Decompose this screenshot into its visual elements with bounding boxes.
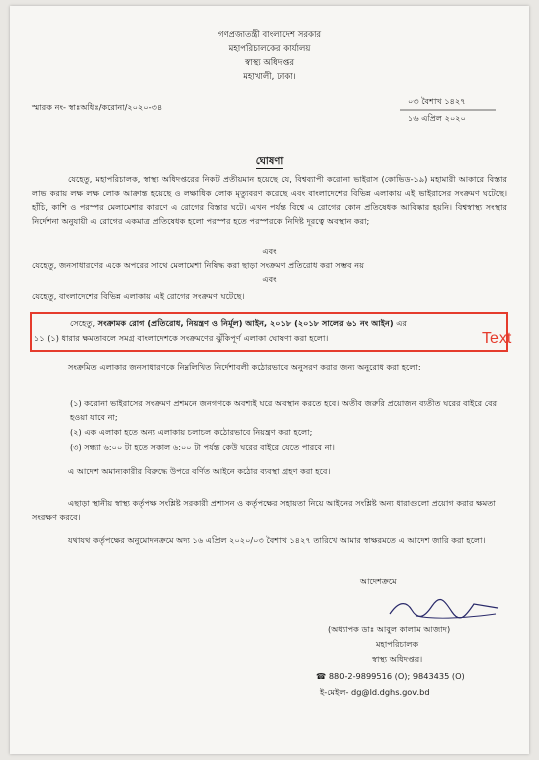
contact-email: ই-মেইল- dg@ld.dghs.gov.bd xyxy=(320,687,430,697)
memo-reference: স্মারক নং- স্বাঃঅধিঃ/করোনা/২০২০-৩৪ xyxy=(32,102,163,112)
header-government: গণপ্রজাতন্ত্রী বাংলাদেশ সরকার xyxy=(217,30,322,40)
paragraph-issuance: যথাযথ কর্তৃপক্ষের অনুমোদনক্রমে অদ্য ১৬ এপ্রিল ২০২০/০৩ বৈশাখ ১৪২৭ তারিখে আমার স্বাক্ষরমতে এ আদেশ জারি করা হলো। xyxy=(68,535,486,545)
paragraph-request: সংক্রমিত এলাকার জনসাধারণকে নিম্নলিখিত নির্দেশাবলী কঠোরভাবে অনুসরণ করার জন্য অনুরোধ করা হলো: xyxy=(68,362,421,372)
highlight-line-2: ১১ (১) ধারার ক্ষমতাবলে সমগ্র বাংলাদেশকে সংক্রমণের ঝুঁকিপূর্ণ এলাকা ঘোষণা করা হলো। xyxy=(34,333,329,343)
notice-title: ঘোষণা xyxy=(255,156,284,167)
phone-icon: ☎ xyxy=(316,671,329,681)
memo-date-english: ১৬ এপ্রিল ২০২০ xyxy=(408,113,466,123)
signatory-office: স্বাস্থ্য অধিদপ্তর। xyxy=(372,654,423,664)
signatory-name: (অধ্যাপক ডাঃ আবুল কালাম আজাদ) xyxy=(328,624,451,634)
conjunction-and-1: এবং xyxy=(262,246,277,256)
law-name: সংক্রামক রোগ (প্রতিরোধ, নিয়ন্ত্রণ ও নির্মূল) আইন, ২০১৮ (২০১৮ সালের ৬১ নং আইন) xyxy=(97,318,394,328)
annotation-text-label: Text xyxy=(482,330,512,347)
header-department: স্বাস্থ্য অধিদপ্তর xyxy=(244,58,295,68)
contact-phone xyxy=(316,671,465,681)
memo-date-bangla: ০৩ বৈশাখ ১৪২৭ xyxy=(408,96,466,106)
document-page xyxy=(10,6,529,754)
handwritten-signature xyxy=(386,596,506,622)
header-office: মহাপরিচালকের কার্যালয় xyxy=(228,44,311,54)
date-divider xyxy=(400,108,496,112)
directive-item-1: (১) করোনা ভাইরাসের সংক্রমণ প্রশমনে জনগণকে অবশ্যই ঘরে অবস্থান করতে হবে। অতীব জরুরি প্রয়োজন ব্যতীত ঘরের বাইরে বের হওয়া যাবে না; xyxy=(70,398,498,422)
conjunction-and-2: এবং xyxy=(262,274,277,284)
directive-item-2: (২) এক এলাকা হতে অন্য এলাকায় চলাচল কঠোরভাবে নিয়ন্ত্রণ করা হলো; xyxy=(70,427,313,437)
paragraph-penalty: এ আদেশ অমান্যকারীর বিরুদ্ধে উপরে বর্ণিত আইনে কঠোর ব্যবস্থা গ্রহণ করা হবে। xyxy=(68,466,331,476)
annotation-highlight-box xyxy=(30,312,508,352)
phone-numbers: 880-2-9899516 (O); 9843435 (O) xyxy=(328,671,465,681)
highlight-prefix: সেহেতু, xyxy=(70,318,98,328)
paragraph-whereas-1: যেহেতু, মহাপরিচালক, স্বাস্থ্য অধিদপ্তরের নিকট প্রতীয়মান হয়েছে যে, বিশ্বব্যাপী করোনা ভাইরাস (কোভিড-১৯) মহামারী আকারে বিস্তার লাভ করায় লক্ষ লক্ষ লোক আক্রান্ত হয়েছে ও লক্ষাধিক লোক মৃত্যুবরণ করেছে এবং বাংলাদেশের বিভিন্ন এলাকায় এই ভাইরাসের সংক্রমণ ঘটেছে। হাঁচি, কাশি ও পরস্পর মেলামেশার কারণে এ রোগের বিস্তার ঘটে। এখন পর্যন্ত বিশ্বে এ রোগের কোন প্রতিষেধক আবিষ্কার হয়নি। বিশ্বস্বাস্থ্য সংস্থার নির্দেশনা অনুযায়ী এ রোগের একমাত্র প্রতিষেধক হলো পরস্পর হতে পরস্পরকে নিদিষ্ট দূরত্বে অবস্থান করা; xyxy=(32,174,507,226)
signatory-designation: মহাপরিচালক xyxy=(376,639,419,649)
highlight-suffix: এর xyxy=(393,318,408,328)
header-location: মহাখালী, ঢাকা। xyxy=(243,72,296,82)
paragraph-whereas-3: যেহেতু, বাংলাদেশের বিভিন্ন এলাকায় এই রোগের সংক্রমণ ঘটেছে। xyxy=(32,291,245,301)
paragraph-local-authority: এছাড়া স্থানীয় স্বাস্থ্য কর্তৃপক্ষ সংশ্লিষ্ট সরকারী প্রশাসন ও কর্তৃপক্ষের সহায়তা নিয়ে আইনের সংশ্লিষ্ট অন্য ধারাগুলো প্রয়োগ করার ক্ষমতা সংরক্ষণ করবে। xyxy=(32,498,496,522)
by-order-label: আদেশক্রমে xyxy=(360,576,397,586)
directive-item-3: (৩) সন্ধ্যা ৬:০০ টা হতে সকাল ৬:০০ টা পর্যন্ত কেউ ঘরের বাইরে যেতে পারবে না। xyxy=(70,442,335,452)
paragraph-whereas-2: যেহেতু, জনসাধারণের একে অপরের সাথে মেলামেশা নিষিদ্ধ করা ছাড়া সংক্রমণ প্রতিরোধ করা সম্ভব নয় xyxy=(32,260,365,270)
